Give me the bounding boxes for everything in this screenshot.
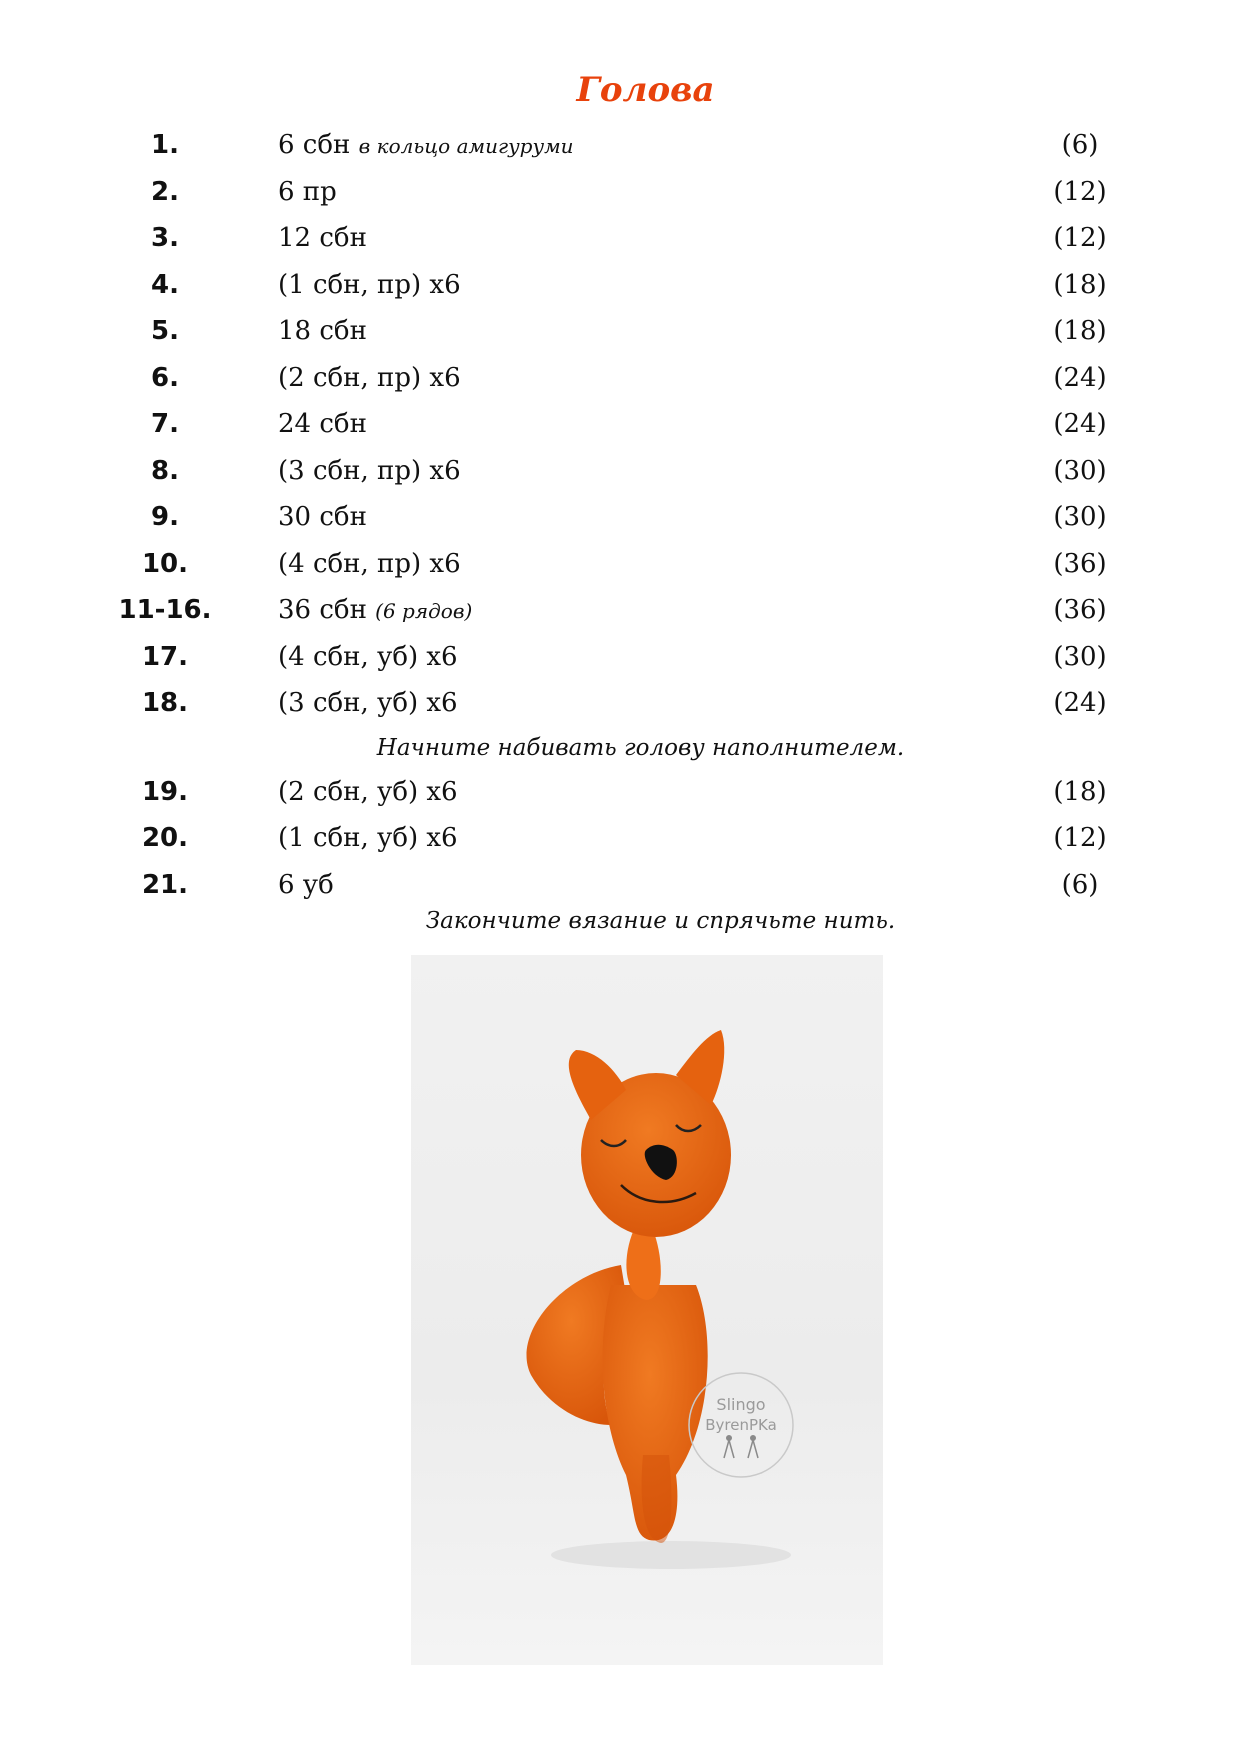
row-stitch-count: (30) [1053,641,1107,672]
row-number: 4. [151,269,179,300]
pattern-rows [0,122,1241,908]
row-stitch-count: (18) [1053,316,1107,346]
page-title: Голова [576,70,715,110]
row-stitch-count: (12) [1053,823,1107,853]
pattern-row [0,634,1241,681]
row-number: 8. [151,455,179,486]
row-instruction: 6 сбн в кольцо амигуруми [278,130,574,160]
row-number: 17. [141,641,189,672]
row-number: 18. [141,688,189,718]
row-stitch-count: (18) [1053,269,1107,300]
row-stitch-count: (24) [1053,409,1107,439]
row-stitch-count: (30) [1053,455,1107,486]
row-stitch-count: (18) [1053,776,1107,807]
row-stitch-count: (12) [1053,223,1107,253]
row-number: 11-16. [118,595,212,625]
row-instruction: (1 сбн, уб) х6 [278,823,458,853]
pattern-row [0,122,1241,169]
pattern-row [0,169,1241,216]
row-instruction: 24 сбн [278,409,367,439]
row-instruction: (4 сбн, пр) х6 [278,548,461,579]
row-stitch-count: (36) [1053,548,1107,579]
pattern-row [0,262,1241,309]
row-instruction: (4 сбн, уб) х6 [278,641,458,672]
pattern-row [0,815,1241,862]
row-stitch-count: (30) [1053,502,1107,532]
row-instruction: 12 сбн [278,223,367,253]
row-instruction: (3 сбн, уб) х6 [278,688,458,718]
watermark-line1: Slingo [716,1395,766,1414]
row-stitch-count: (36) [1053,595,1107,625]
row-note: (6 рядов) [375,599,473,623]
row-number: 6. [151,362,179,393]
row-instruction: (1 сбн, пр) х6 [278,269,461,300]
row-number: 10. [141,548,189,579]
pattern-row [0,587,1241,634]
fox-toy-photo [411,955,883,1665]
pattern-row [0,401,1241,448]
row-instruction: (3 сбн, пр) х6 [278,455,461,486]
row-number: 19. [141,776,189,807]
row-note: в кольцо амигуруми [358,134,574,158]
row-number: 7. [151,409,179,439]
row-number: 20. [141,823,189,853]
row-stitch-count: (24) [1053,362,1107,393]
stuffing-note: Начните набивать голову наполнителем. [376,734,905,761]
pattern-row [0,215,1241,262]
row-instruction: (2 сбн, пр) х6 [278,362,461,393]
row-instruction: (2 сбн, уб) х6 [278,776,458,807]
row-number: 3. [151,223,179,253]
pattern-row [0,494,1241,541]
pattern-row [0,769,1241,816]
row-instruction: 18 сбн [278,316,367,346]
row-instruction: 30 сбн [278,502,367,532]
row-instruction: 6 пр [278,176,337,207]
fox-illustration [411,955,883,1665]
pattern-row [0,680,1241,727]
row-stitch-count: (24) [1053,688,1107,718]
finish-note: Закончите вязание и спрячьте нить. [425,908,896,934]
pattern-row [0,308,1241,355]
pattern-row [0,448,1241,495]
row-number: 2. [151,176,179,207]
pattern-row [0,862,1241,909]
row-number: 1. [151,130,179,160]
row-instruction: 36 сбн (6 рядов) [278,595,473,625]
row-instruction: 6 уб [278,869,334,900]
row-number: 9. [151,502,179,532]
row-number: 21. [141,869,189,900]
pattern-row [0,355,1241,402]
row-stitch-count: (12) [1053,176,1107,207]
watermark-line2: ByrenPKa [705,1416,777,1434]
pattern-row [0,541,1241,588]
row-stitch-count: (6) [1061,869,1099,900]
row-stitch-count: (6) [1061,130,1099,160]
row-number: 5. [151,316,179,346]
